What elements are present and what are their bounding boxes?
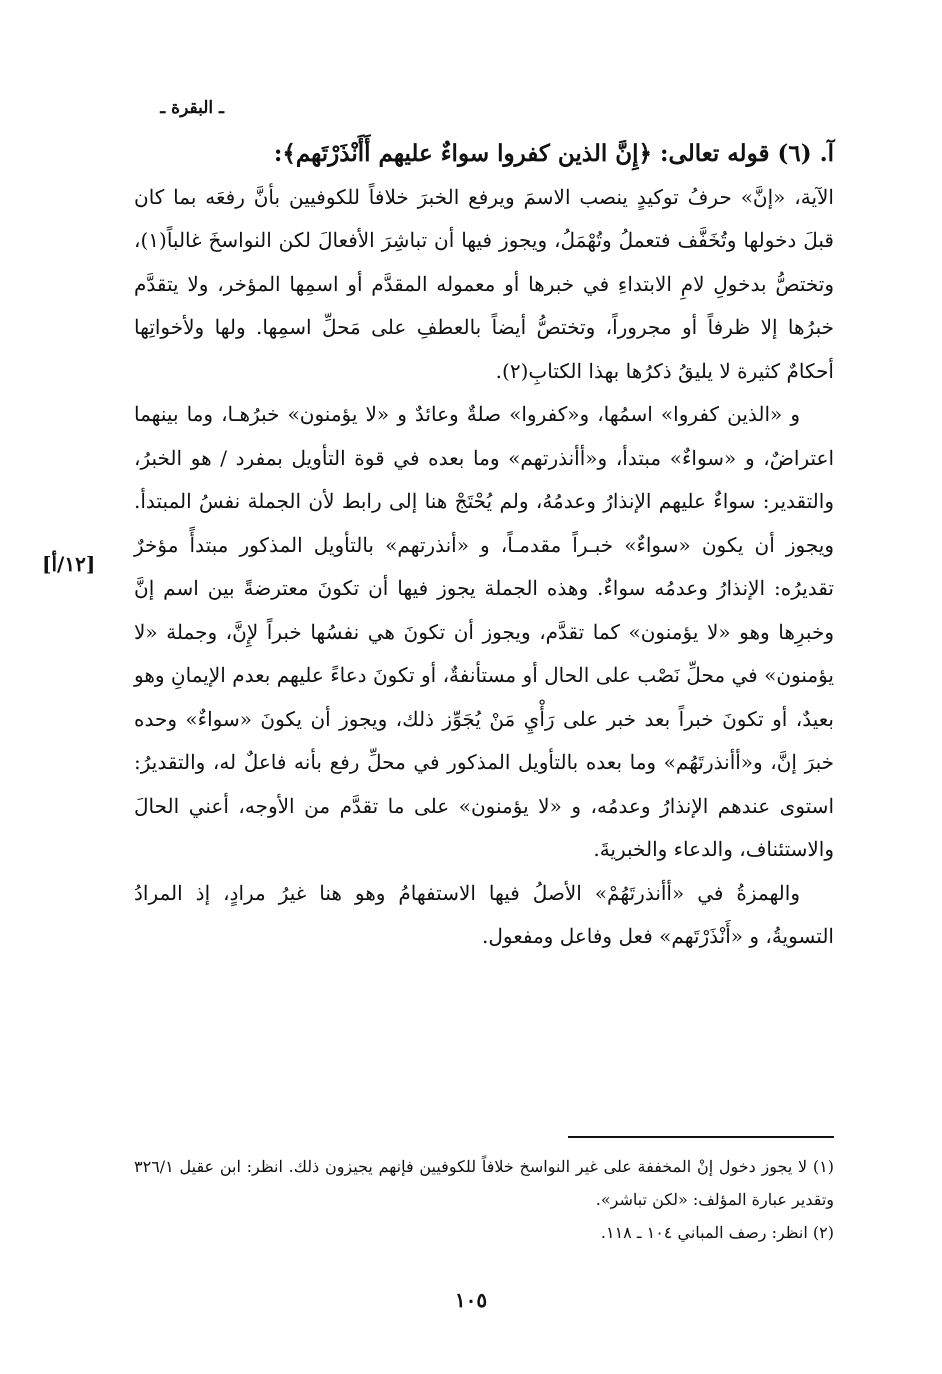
footnote-1: (١) لا يجوز دخول إنْ المخففة على غير النواسخ خلافاً للكوفيين فإنهم يجيزون ذلك. انظر: ابن عقيل ٣٢٦/١ وتقدير عبارة المؤلف: «لكن تباشر».: [134, 1157, 834, 1209]
paragraph-2: و «الذين كفروا» اسمُها، و«كفروا» صلةٌ وعائدٌ و «لا يؤمنون» خبرُهـا، وما بينهما اعتراضٌ، و «سواءٌ» مبتدأ، و«أأنذرتهم» وما بعده في قوة التأويل بمفرد / هو الخبرُ، والتقدير: سواءٌ عليهم الإنذارُ وعدمُهُ، ولم يُحْتَجْ هنا إلى رابط لأن الجملة نفسُ المبتدأ. ويجوز أن يكون «سواءٌ» خبـراً مقدمـاً، و «أنذرتهم» بالتأويل المذكور مبتدأً مؤخرٌ تقديرُه: الإنذارُ وعدمُه سواءٌ. وهذه الجملة يجوز فيها أن تكونَ معترضةً بين اسم إنَّ وخبرِها وهو «لا يؤمنون» كما تقدَّم، ويجوز أن تكونَ هي نفسُها خبراً لإِنَّ، وجملة «لا يؤمنون» في محلِّ نَصْب على الحال أو مستأنفةٌ، أو تكونَ دعاءً عليهم بعدم الإيمانِ وهو بعيدٌ، أو تكونَ خبراً بعد خبر على رَأْيِ مَنْ يُجَوِّز ذلك، ويجوز أن يكونَ «سواءٌ» وحده خبرَ إنَّ، و«أأنذرتَهُم» وما بعده بالتأويل المذكور في محلِّ رفع بأنه فاعلٌ له، والتقديرُ: استوى عندهم الإنذارُ وعدمُه، و «لا يؤمنون» على ما تقدَّم من الأوجه، أعني الحالَ والاستئناف، والدعاء والخبريةَ.: [134, 402, 835, 861]
main-text: [134, 132, 834, 959]
running-head: ـ البقرة ـ: [160, 98, 224, 118]
footnotes: [134, 1150, 834, 1249]
manuscript-folio-reference: [١٢/أ]: [42, 552, 96, 576]
verse-heading: آ. (٦) قوله تعالى: ﴿إِنَّ الذين كفروا سواءٌ عليهم أَأَنْذَرْتَهم﴾:: [273, 140, 834, 167]
footnote-separator: [568, 1136, 834, 1138]
page-number: ١٠٥: [454, 1288, 488, 1312]
footnote-2: (٢) انظر: رصف المباني ١٠٤ ـ ١١٨.: [600, 1223, 834, 1242]
paragraph-1: الآية، «إنَّ» حرفُ توكيدٍ ينصب الاسمَ ويرفع الخبرَ خلافاً للكوفيين بأنَّ رفعَه بما كان قبلَ دخولها وتُخَفَّف فتعملُ وتُهْمَلُ، ويجوز فيها أن تباشِرَ الأفعالَ لكن النواسخَ غالباً(١)، وتختصُّ بدخولِ لامِ الابتداءِ في خبرها أو معموله المقدَّم أو اسمِها المؤخر، ولا يتقدَّم خبرُها إلا ظرفاً أو مجروراً، وتختصُّ أيضاً بالعطفِ على مَحلِّ اسمِها. ولها ولأخواتِها أحكامٌ كثيرة لا يليقُ ذكرُها بهذا الكتابِ(٢).: [134, 184, 834, 383]
paragraph-3: والهمزةُ في «أأنذرتَهُمْ» الأصلُ فيها الاستفهامُ وهو هنا غيرُ مرادٍ، إذ المرادُ التسويةُ، و «أَنْذَرْتَهم» فعل وفاعل ومفعول.: [134, 880, 834, 948]
